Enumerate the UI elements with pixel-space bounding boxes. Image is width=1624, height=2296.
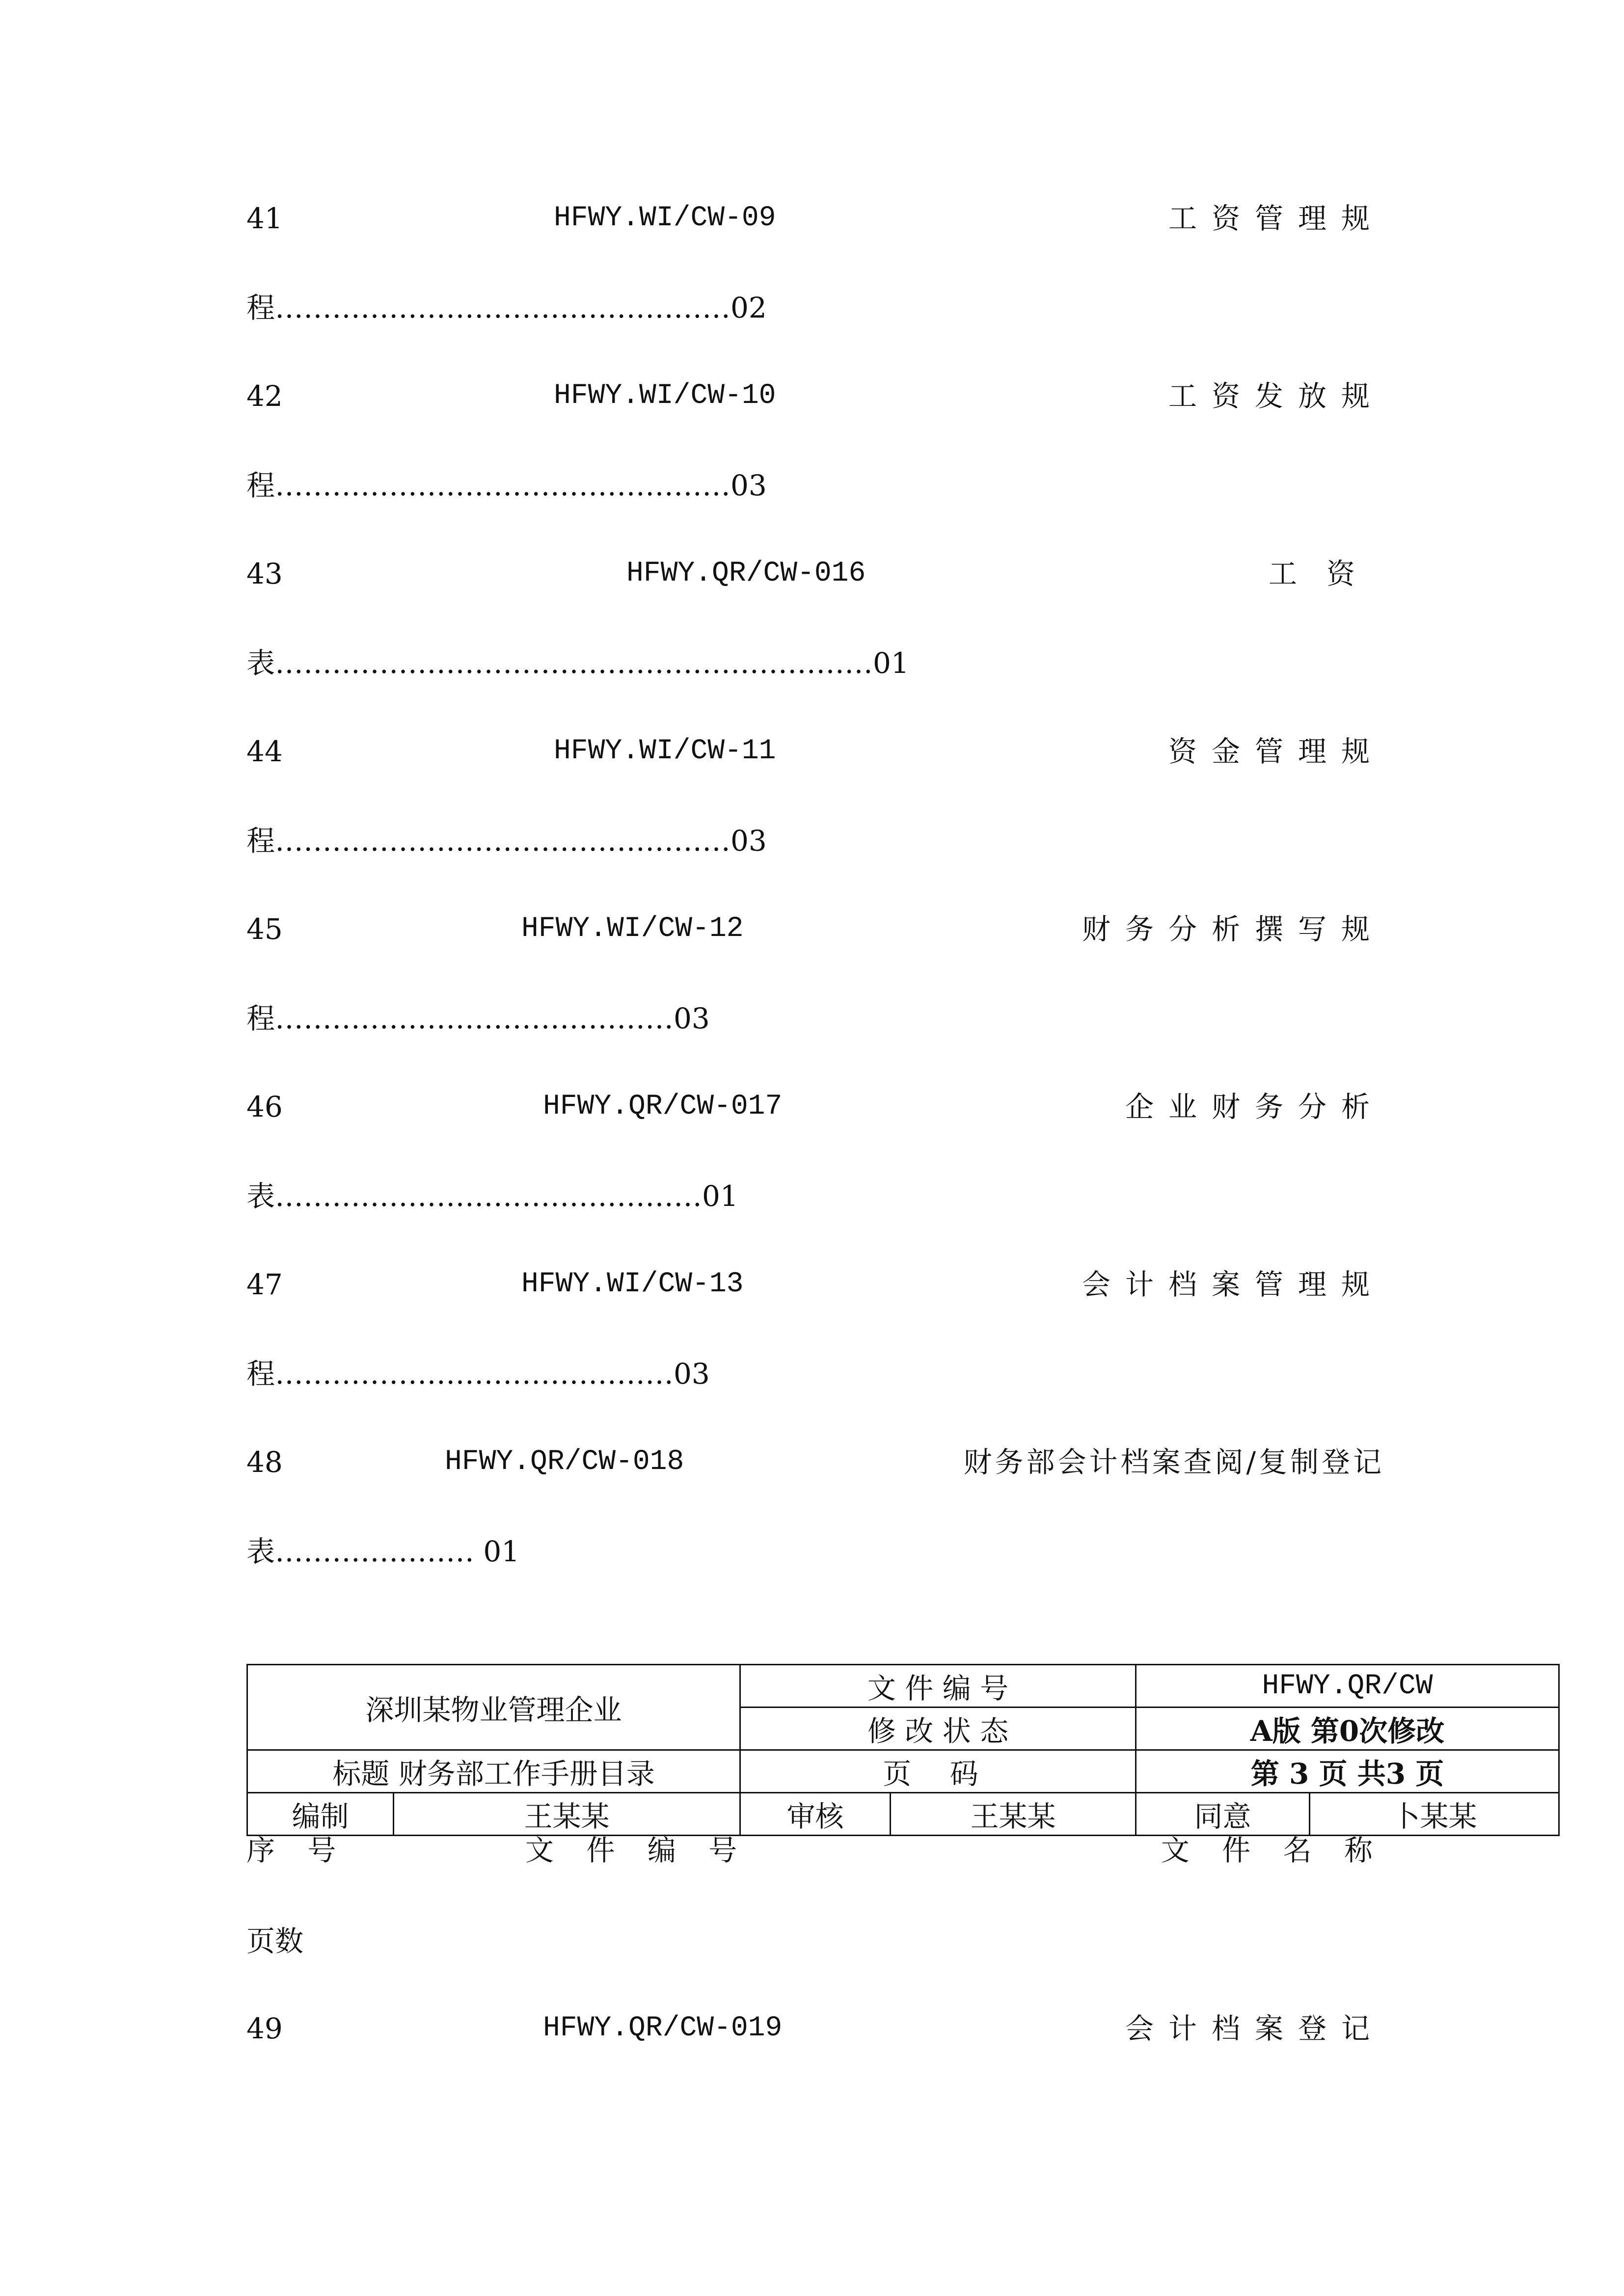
doc-number-value: HFWY.QR/CW xyxy=(1136,1665,1559,1708)
entry-name: 工资管理规 xyxy=(1168,202,1384,235)
entry-code: HFWY.QR/CW-019 xyxy=(543,2012,783,2044)
entry-continuation: 程……………………………………03 xyxy=(246,1357,710,1390)
approver-name: 卜某某 xyxy=(1310,1793,1559,1836)
entry-code: HFWY.WI/CW-09 xyxy=(554,202,776,234)
entry-code: HFWY.WI/CW-12 xyxy=(521,913,744,945)
entry-number: 44 xyxy=(246,735,283,768)
entry-number: 41 xyxy=(246,202,283,235)
entry-name: 工资 xyxy=(1268,557,1384,590)
revision-value: A版 第0次修改 xyxy=(1136,1708,1559,1750)
column-heading-code: 文 件 编 号 xyxy=(525,1834,749,1867)
entry-name: 企业财务分析 xyxy=(1125,1090,1384,1123)
editor-name: 王某某 xyxy=(394,1793,740,1836)
entry-number: 48 xyxy=(246,1445,283,1479)
entry-number: 46 xyxy=(246,1090,283,1123)
entry-continuation: 表………………………………………………………01 xyxy=(246,646,909,680)
entry-name: 会计档案管理规 xyxy=(1082,1268,1384,1301)
entry-continuation: 程…………………………………………03 xyxy=(246,824,767,857)
entry-number: 49 xyxy=(246,2012,283,2045)
doc-number-label: 文 件 编 号 xyxy=(740,1665,1136,1708)
entry-continuation: 表………………………………………01 xyxy=(246,1179,738,1213)
entry-number: 42 xyxy=(246,379,283,413)
revision-label: 修 改 状 态 xyxy=(740,1708,1136,1750)
company-name: 深圳某物业管理企业 xyxy=(247,1665,740,1750)
entry-continuation: 表………………… 01 xyxy=(246,1535,520,1568)
entry-continuation: 程…………………………………………03 xyxy=(246,469,767,502)
entry-number: 43 xyxy=(246,557,283,590)
entry-code: HFWY.WI/CW-11 xyxy=(554,735,776,767)
column-heading-number: 序 号 xyxy=(246,1834,348,1867)
entry-number: 45 xyxy=(246,912,283,946)
entry-continuation: 程…………………………………………02 xyxy=(246,291,767,324)
entry-name: 会计档案登记 xyxy=(1125,2012,1384,2045)
entry-name: 工资发放规 xyxy=(1168,379,1384,413)
manual-title: 标题 财务部工作手册目录 xyxy=(247,1750,740,1793)
entry-code: HFWY.QR/CW-017 xyxy=(543,1091,783,1122)
editor-label: 编制 xyxy=(247,1793,394,1836)
page-value: 第 3 页 共3 页 xyxy=(1136,1750,1559,1793)
entry-continuation: 程……………………………………03 xyxy=(246,1002,710,1035)
entry-name: 财务部会计档案查阅/复制登记 xyxy=(963,1445,1384,1479)
entry-number: 47 xyxy=(246,1268,283,1301)
entry-code: HFWY.QR/CW-016 xyxy=(626,558,866,589)
reviewer-label: 审核 xyxy=(740,1793,891,1836)
entry-name: 财务分析撰写规 xyxy=(1082,912,1384,946)
entry-code: HFWY.WI/CW-10 xyxy=(554,380,776,412)
entry-code: HFWY.WI/CW-13 xyxy=(521,1268,744,1300)
reviewer-name: 王某某 xyxy=(891,1793,1136,1836)
page-label: 页 码 xyxy=(740,1750,1136,1793)
column-heading-pages: 页数 xyxy=(246,1924,304,1958)
entry-name: 资金管理规 xyxy=(1168,735,1384,768)
document-header-table xyxy=(246,1664,1560,1836)
approver-label: 同意 xyxy=(1136,1793,1310,1836)
entry-code: HFWY.QR/CW-018 xyxy=(445,1446,684,1478)
column-heading-name: 文 件 名 称 xyxy=(1161,1834,1384,1867)
